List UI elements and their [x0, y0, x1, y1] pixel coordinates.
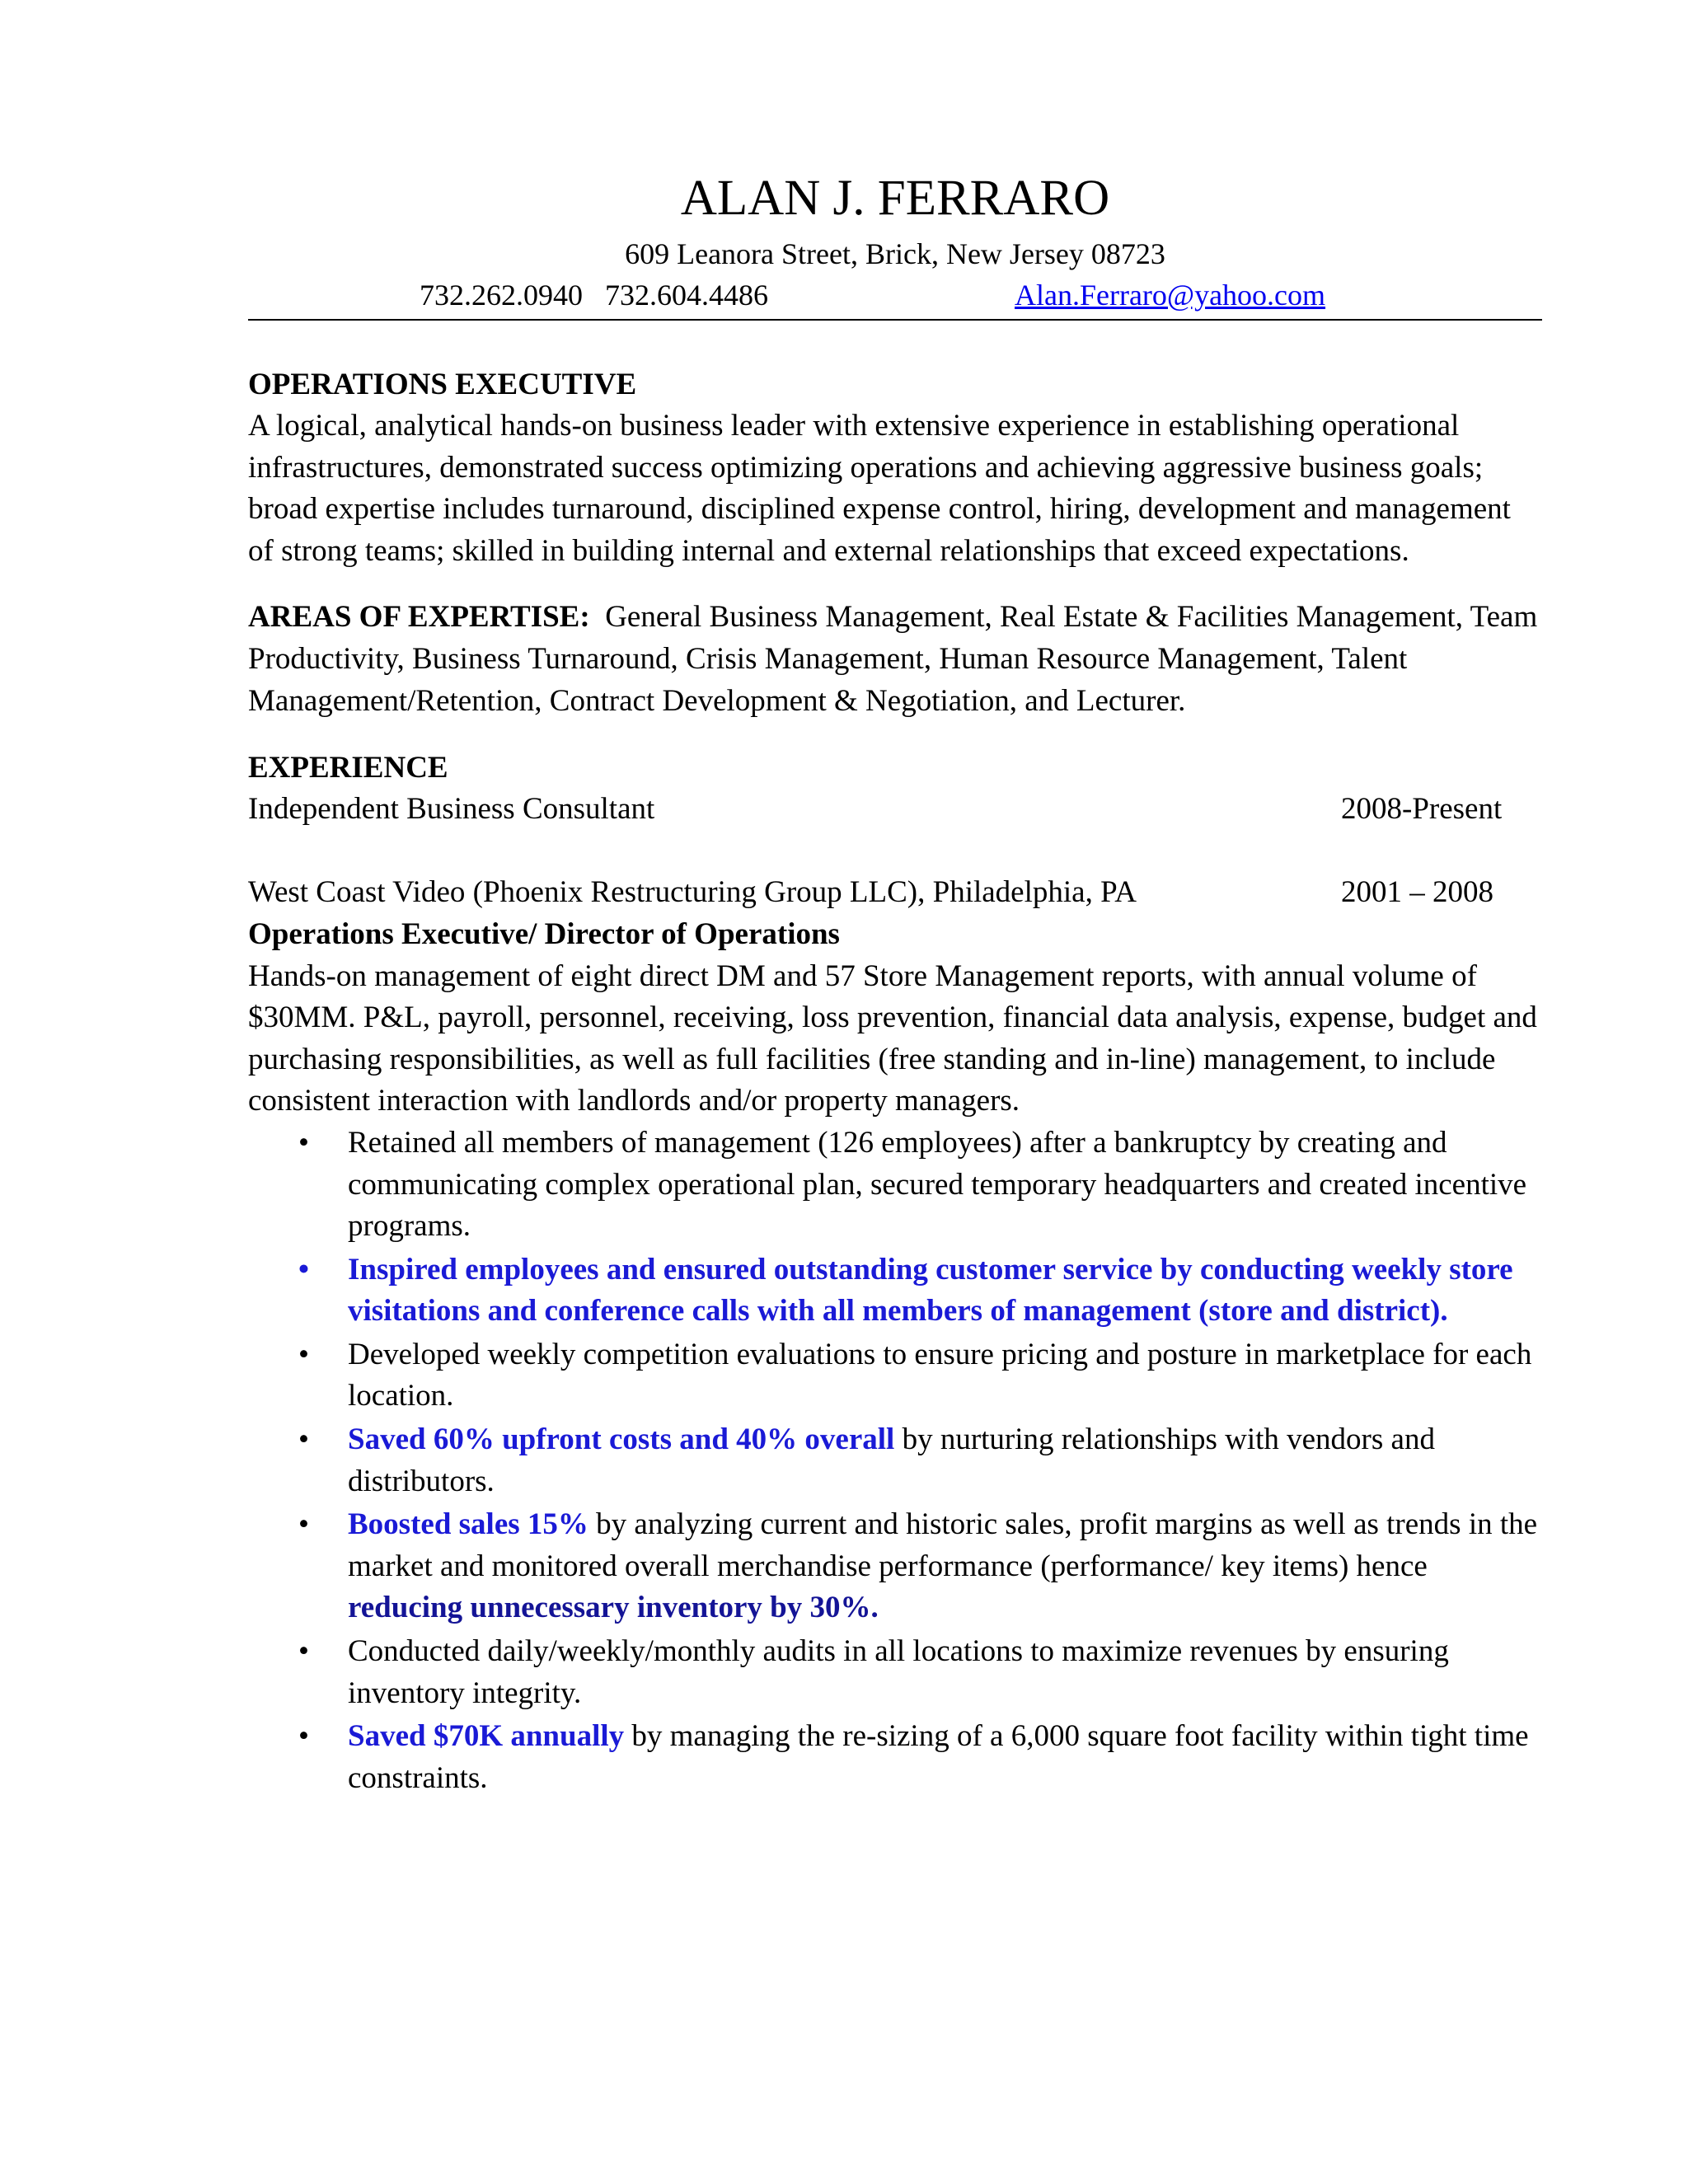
- bullet-icon: •: [298, 1422, 309, 1457]
- email-link[interactable]: Alan.Ferraro@yahoo.com: [1015, 279, 1326, 312]
- expertise-label: AREAS OF EXPERTISE:: [248, 600, 590, 635]
- summary-section: [248, 363, 1542, 572]
- bullet-icon: •: [298, 1719, 309, 1754]
- bullet-icon: •: [298, 1125, 309, 1160]
- phone-numbers: 732.262.0940 732.604.4486: [420, 279, 768, 312]
- bullet-icon: •: [298, 1634, 309, 1669]
- expertise-text: General Business Management, Real Estate & Facilities Management, Team Productivity, Business Turnaround, Crisis Management, Human Resource Management, Talent Management/Retention, Contract Development & Negotiation, and Lecturer.: [248, 600, 1538, 718]
- list-item: [248, 1631, 1542, 1714]
- list-item: [248, 1716, 1542, 1799]
- spacer: [248, 831, 1542, 873]
- experience-title: EXPERIENCE: [248, 751, 448, 785]
- bullet-text: Retained all members of management (126 employees) after a bankruptcy by creating and communicating complex operational plan, secured temporary headquarters and created incentive programs.: [348, 1125, 1527, 1244]
- job-employer: West Coast Video (Phoenix Restructuring Group LLC), Philadelphia, PA: [248, 875, 1137, 910]
- list-item: [248, 1334, 1542, 1418]
- contact-line: [248, 274, 1542, 321]
- bullet-highlight: Boosted sales 15%: [348, 1507, 588, 1542]
- summary-text: A logical, analytical hands-on business leader with extensive experience in establishing operational infrastructures, demonstrated success optimizing operations and achieving aggressive business goals; broad expertise includes turnaround, disciplined expense control, hiring, development and management of strong teams; skilled in building internal and external relationships that exceed expectations.: [248, 409, 1511, 568]
- candidate-name: ALAN J. FERRARO: [680, 171, 1110, 226]
- bullet-text: by managing the re-sizing of a 6,000 square foot facility within tight time constraints.: [348, 1719, 1529, 1795]
- bullet-icon: •: [298, 1507, 309, 1542]
- achievement-list: [248, 1122, 1542, 1800]
- bullet-text: Inspired employees and ensured outstanding customer service by conducting weekly store visitations and conference calls with all members of management (store and district).: [348, 1252, 1513, 1329]
- address: 609 Leanora Street, Brick, New Jersey 08723: [625, 237, 1165, 270]
- bullet-icon: •: [298, 1252, 309, 1286]
- summary-title: OPERATIONS EXECUTIVE: [248, 368, 637, 401]
- job-row: [248, 872, 1542, 914]
- bullet-highlight: Saved $70K annually: [348, 1719, 625, 1754]
- job-description: Hands-on management of eight direct DM and 57 Store Management reports, with annual volume of $30MM. P&L, payroll, personnel, receiving, loss prevention, financial data analysis, expense, budget and purchasing responsibilities, as well as full facilities (free standing and in-line) management, to include consistent interaction with landlords and/or property managers.: [248, 958, 1537, 1118]
- bullet-text: Developed weekly competition evaluations to ensure pricing and posture in marketplace for each location.: [348, 1337, 1532, 1413]
- bullet-highlight: reducing unnecessary inventory by 30%.: [348, 1591, 879, 1625]
- job-row: [248, 789, 1542, 831]
- list-item: [248, 1504, 1542, 1629]
- job-dates: 2008-Present: [1341, 792, 1503, 827]
- expertise-paragraph: [248, 597, 1542, 722]
- expertise-section: [248, 597, 1542, 722]
- bullet-highlight: Saved 60% upfront costs and 40% overall: [348, 1422, 895, 1457]
- experience-section: [248, 747, 1542, 1799]
- list-item: [248, 1249, 1542, 1333]
- bullet-text: by analyzing current and historic sales, profit margins as well as trends in the market and monitored overall merchandise performance (performance/ key items) hence: [348, 1507, 1538, 1583]
- bullet-icon: •: [298, 1337, 309, 1371]
- bullet-text: Conducted daily/weekly/monthly audits in all locations to maximize revenues by ensuring inventory integrity.: [348, 1634, 1449, 1710]
- list-item: [248, 1419, 1542, 1502]
- job-dates: 2001 – 2008: [1341, 875, 1493, 910]
- job-role: Operations Executive/ Director of Operations: [248, 916, 840, 951]
- job-employer: Independent Business Consultant: [248, 792, 655, 827]
- list-item: [248, 1122, 1542, 1248]
- bullet-text: by nurturing relationships with vendors and distributors.: [348, 1422, 1435, 1498]
- resume-content: [248, 169, 1542, 1801]
